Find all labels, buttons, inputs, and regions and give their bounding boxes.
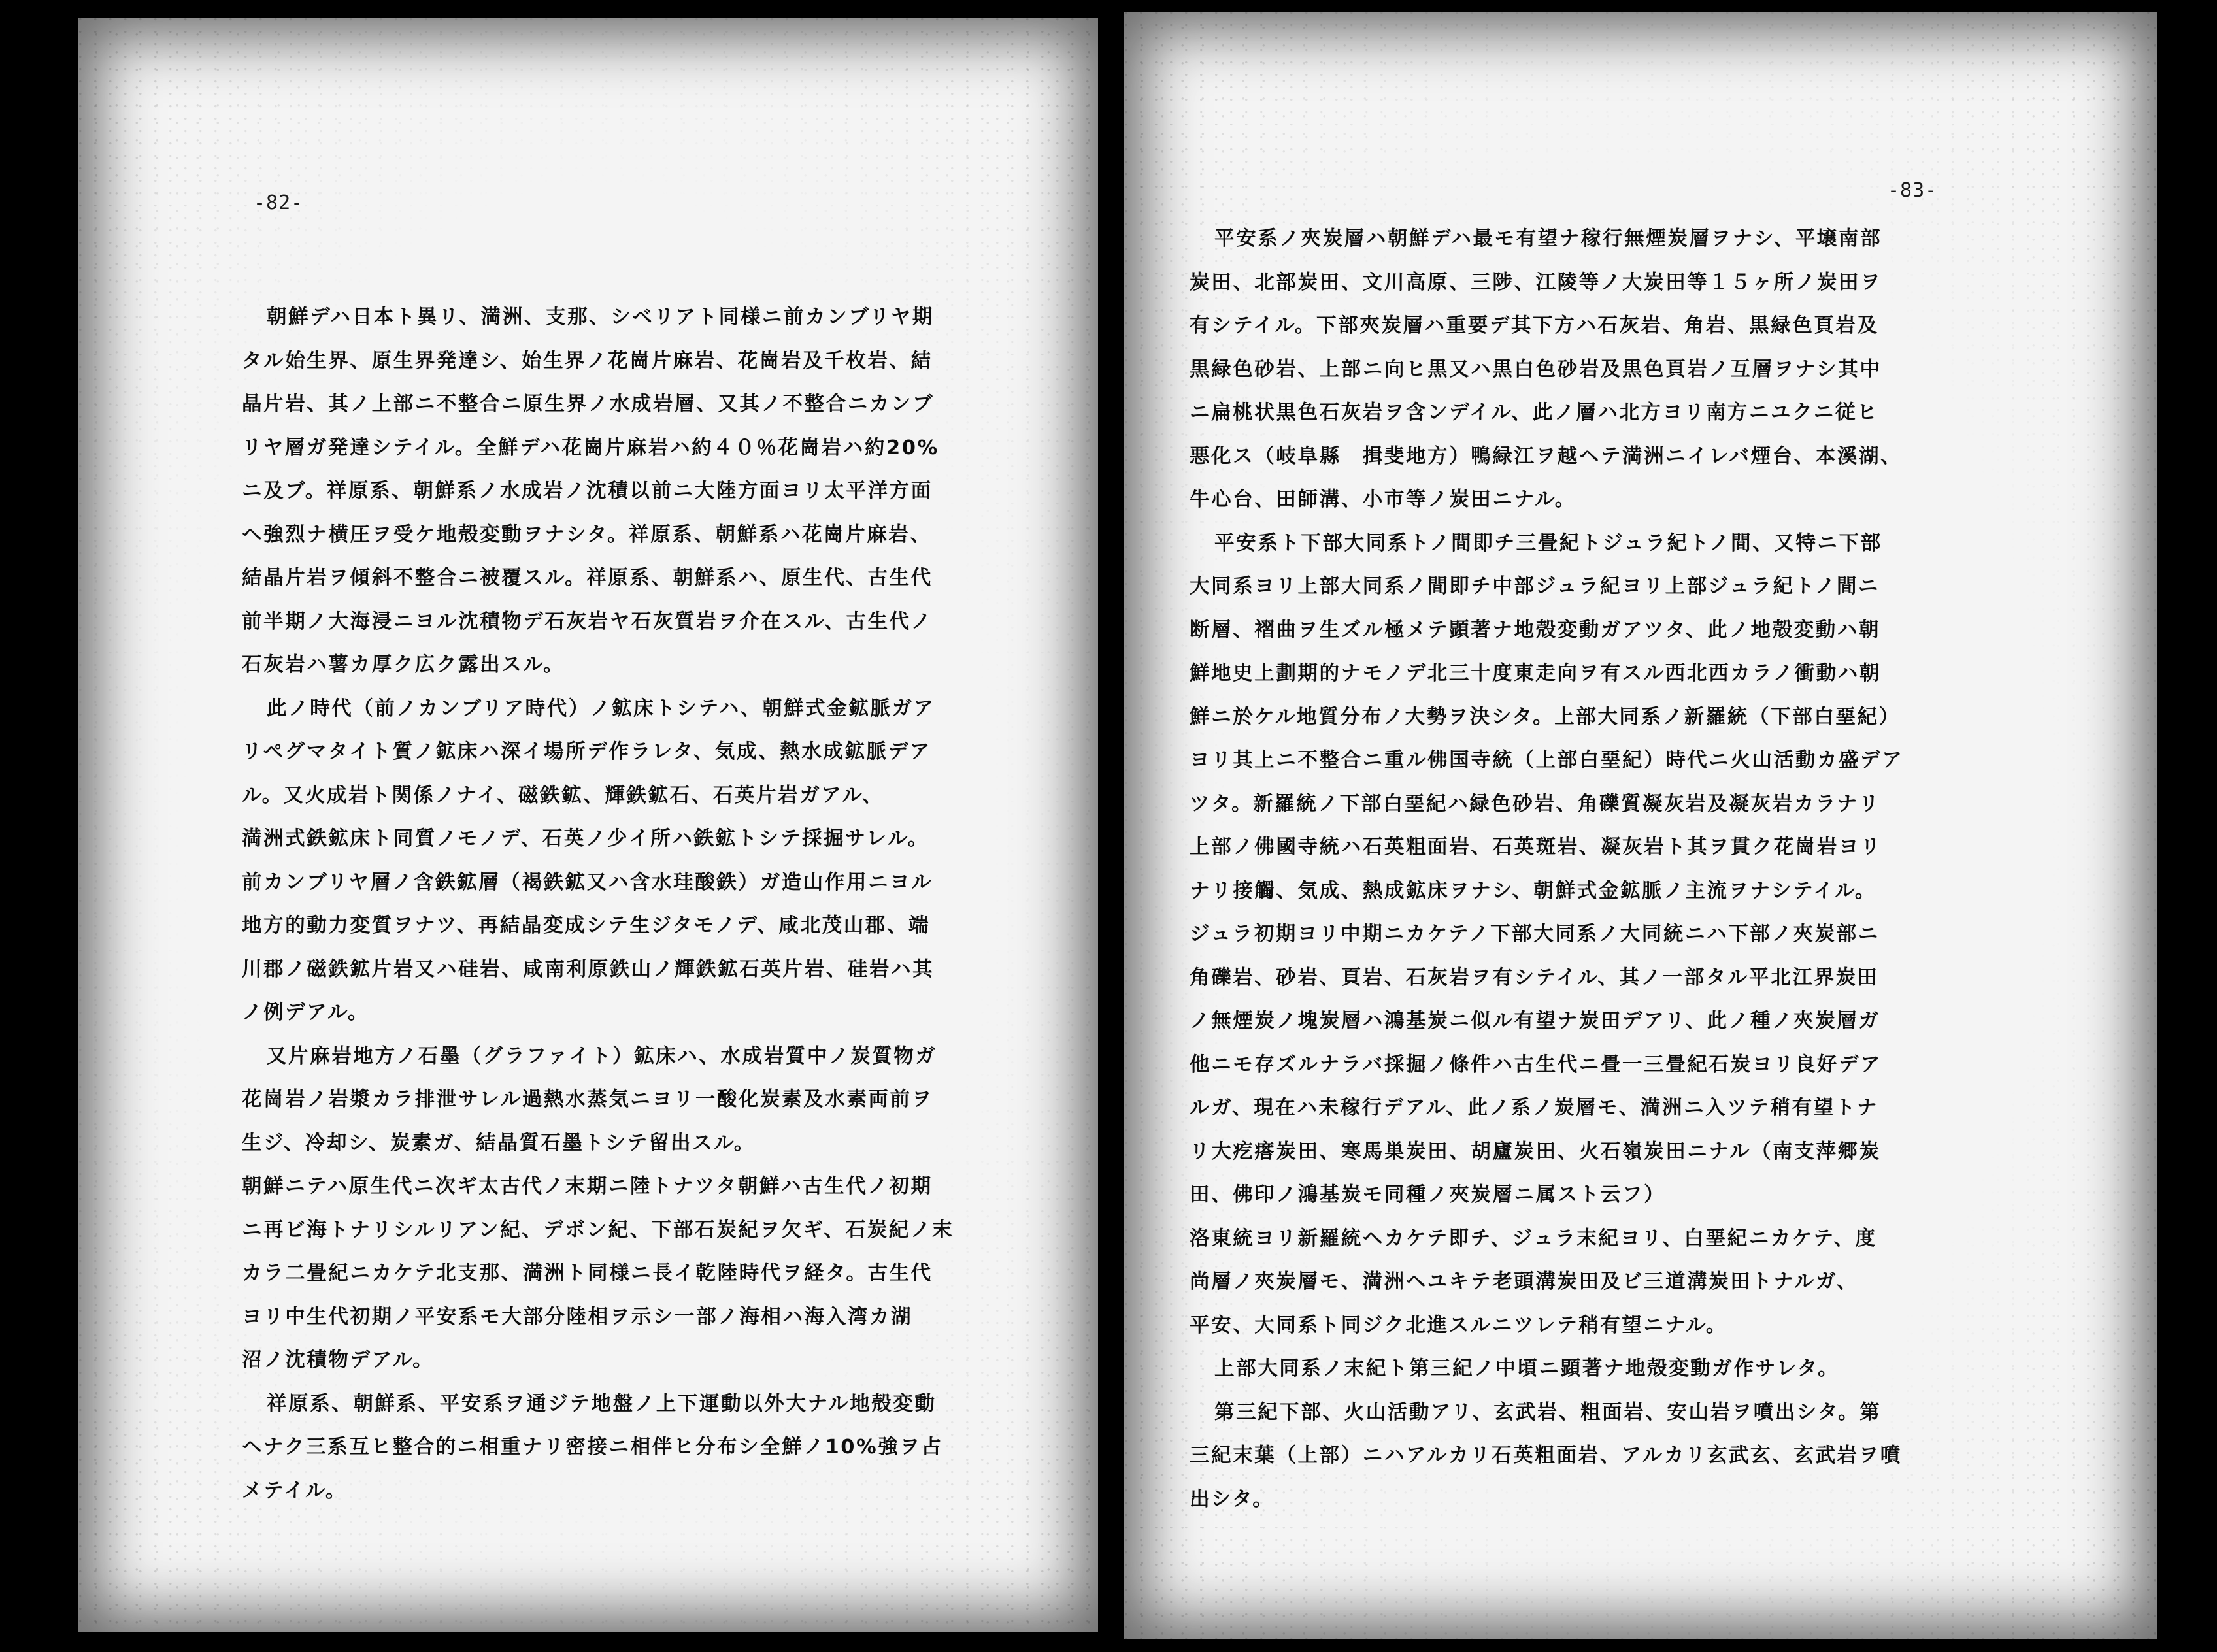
text-line: 地方的動力変質ヲナツ、再結晶変成シテ生ジタモノデ、咸北茂山郡、端 <box>242 914 931 937</box>
text-line: ジュラ初期ヨリ中期ニカケテノ下部大同系ノ大同統ニハ下部ノ夾炭部ニ <box>1190 923 1880 946</box>
text-line: 洛東統ヨリ新羅統ヘカケテ即チ、ジュラ末紀ヨリ、白堊紀ニカケテ、度 <box>1190 1227 1877 1250</box>
text-line: 有シテイル。下部夾炭層ハ重要デ其下方ハ石灰岩、角岩、黒緑色頁岩及 <box>1190 314 1879 337</box>
text-line: ノ無煙炭ノ塊炭層ハ鴻基炭ニ似ル有望ナ炭田デアリ、此ノ種ノ夾炭層ガ <box>1190 1010 1880 1032</box>
text-line: 満洲式鉄鉱床ト同質ノモノデ、石英ノ少イ所ハ鉄鉱トシテ採掘サレル。 <box>242 827 929 850</box>
text-line: ヘナク三系互ヒ整合的ニ相重ナリ密接ニ相伴ヒ分布シ全鮮ノ10%強ヲ占 <box>242 1436 943 1459</box>
text-line: 他ニモ存ズルナラバ採掘ノ條件ハ古生代ニ畳一三畳紀石炭ヨリ良好デア <box>1190 1053 1882 1076</box>
text-line: 角礫岩、砂岩、頁岩、石灰岩ヲ有シテイル、其ノ一部タル平北江界炭田 <box>1190 966 1879 989</box>
text-line: 平安系ト下部大同系トノ間即チ三畳紀トジュラ紀トノ間、又特ニ下部 <box>1214 531 1882 555</box>
text-line: タル始生界、原生界発達シ、始生界ノ花崗片麻岩、花崗岩及千枚岩、結 <box>242 349 933 372</box>
text-line: 尚層ノ夾炭層モ、満洲ヘユキテ老頭溝炭田及ビ三道溝炭田トナルガ、 <box>1190 1270 1859 1293</box>
page-number: -82- <box>254 191 304 214</box>
text-line: ニ扁桃状黒色石灰岩ヲ含ンデイル、此ノ層ハ北方ヨリ南方ニユクニ従ヒ <box>1190 401 1879 424</box>
text-line: 断層、褶曲ヲ生ズル極メテ顕著ナ地殻変動ガアツタ、此ノ地殻変動ハ朝 <box>1190 618 1881 642</box>
text-line: ヨリ中生代初期ノ平安系モ大部分陸相ヲ示シ一部ノ海相ハ海入湾カ湖 <box>242 1305 913 1329</box>
text-line: リ大疙瘩炭田、寒馬巣炭田、胡廬炭田、火石嶺炭田ニナル（南支萍郷炭 <box>1190 1140 1881 1163</box>
page-number: -83- <box>1888 179 1938 202</box>
text-line: 結晶片岩ヲ傾斜不整合ニ被覆スル。祥原系、朝鮮系ハ、原生代、古生代 <box>242 567 933 589</box>
text-line: 鮮ニ於ケル地質分布ノ大勢ヲ決シタ。上部大同系ノ新羅統（下部白堊紀） <box>1190 705 1901 729</box>
text-line: ノ例デアル。 <box>242 1001 369 1024</box>
text-line: 晶片岩、其ノ上部ニ不整合ニ原生界ノ水成岩層、又其ノ不整合ニカンブ <box>242 393 935 416</box>
text-line: 沼ノ沈積物デアル。 <box>242 1349 435 1372</box>
text-line: ルガ、現在ハ未稼行デアル、此ノ系ノ炭層モ、満洲ニ入ツテ稍有望トナ <box>1190 1097 1879 1119</box>
text-line: 生ジ、冷却シ、炭素ガ、結晶質石墨トシテ留出スル。 <box>242 1131 756 1155</box>
text-line: ツタ。新羅統ノ下部白堊紀ハ緑色砂岩、角礫質凝灰岩及凝灰岩カラナリ <box>1190 792 1881 816</box>
text-line: 平安、大同系ト同ジク北進スルニツレテ稍有望ニナル。 <box>1190 1313 1727 1337</box>
text-line: 前半期ノ大海浸ニヨル沈積物デ石灰岩ヤ石灰質岩ヲ介在スル、古生代ノ <box>242 610 933 633</box>
text-line: 田、佛印ノ鴻基炭モ同種ノ夾炭層ニ属スト云フ） <box>1190 1183 1666 1206</box>
page-body-text <box>242 296 1098 1513</box>
text-line: 大同系ヨリ上部大同系ノ間即チ中部ジュラ紀ヨリ上部ジュラ紀トノ間ニ <box>1190 575 1880 598</box>
text-line: 悪化ス（岐阜縣 揖斐地方）鴨緑江ヲ越ヘテ満洲ニイレバ煙台、本溪湖、 <box>1190 444 1903 468</box>
left-page <box>78 18 1098 1632</box>
text-line: 川郡ノ磁鉄鉱片岩又ハ硅岩、咸南利原鉄山ノ輝鉄鉱石英片岩、硅岩ハ其 <box>242 957 935 981</box>
text-line: リペグマタイト質ノ鉱床ハ深イ場所デ作ラレタ、気成、熱水成鉱脈デア <box>242 740 931 763</box>
text-line: ニ及ブ。祥原系、朝鮮系ノ水成岩ノ沈積以前ニ大陸方面ヨリ太平洋方面 <box>242 480 933 503</box>
text-line: カラ二畳紀ニカケテ北支那、満洲ト同様ニ長イ乾陸時代ヲ経タ。古生代 <box>242 1262 933 1285</box>
text-line: 出シタ。 <box>1190 1487 1275 1511</box>
text-line: ヨリ其上ニ不整合ニ重ル佛国寺統（上部白堊紀）時代ニ火山活動カ盛デア <box>1190 749 1904 772</box>
text-line: 第三紀下部、火山活動アリ、玄武岩、粗面岩、安山岩ヲ噴出シタ。第 <box>1214 1400 1882 1424</box>
text-line: ヘ強烈ナ横圧ヲ受ケ地殻変動ヲナシタ。祥原系、朝鮮系ハ花崗片麻岩、 <box>242 523 932 546</box>
text-line: ニ再ビ海トナリシルリアン紀、デボン紀、下部石炭紀ヲ欠ギ、石炭紀ノ末 <box>242 1218 954 1242</box>
text-line: 黒緑色砂岩、上部ニ向ヒ黒又ハ黒白色砂岩及黒色頁岩ノ互層ヲナシ其中 <box>1190 357 1882 381</box>
text-line: 平安系ノ夾炭層ハ朝鮮デハ最モ有望ナ稼行無煙炭層ヲナシ、平壌南部 <box>1214 227 1882 250</box>
right-page <box>1124 12 2157 1639</box>
text-line: メテイル。 <box>242 1479 347 1502</box>
text-line: 上部ノ佛國寺統ハ石英粗面岩、石英斑岩、凝灰岩ト其ヲ貫ク花崗岩ヨリ <box>1190 836 1882 859</box>
text-line: リヤ層ガ発達シテイル。全鮮デハ花崗片麻岩ハ約４０％花崗岩ハ約20% <box>242 436 939 459</box>
text-line: 祥原系、朝鮮系、平安系ヲ通ジテ地盤ノ上下運動以外大ナル地殻変動 <box>267 1392 937 1415</box>
text-line: 朝鮮デハ日本ト異リ、満洲、支那、シベリアト同様ニ前カンブリヤ期 <box>267 306 934 329</box>
text-line: 又片麻岩地方ノ石墨（グラファイト）鉱床ハ、水成岩質中ノ炭質物ガ <box>267 1044 937 1068</box>
text-line: 前カンブリヤ層ノ含鉄鉱層（褐鉄鉱又ハ含水珪酸鉄）ガ造山作用ニヨル <box>242 870 933 894</box>
text-line: 上部大同系ノ末紀ト第三紀ノ中頃ニ顕著ナ地殻変動ガ作サレタ。 <box>1214 1357 1840 1380</box>
text-line: 鮮地史上劃期的ナモノデ北三十度東走向ヲ有スル西北西カラノ衝動ハ朝 <box>1190 662 1881 685</box>
text-line: 石灰岩ハ薯カ厚ク広ク露出スル。 <box>242 653 565 676</box>
text-line: ナリ接觸、気成、熱成鉱床ヲナシ、朝鮮式金鉱脈ノ主流ヲナシテイル。 <box>1190 879 1876 902</box>
text-line: 炭田、北部炭田、文川高原、三陟、江陵等ノ大炭田等１５ヶ所ノ炭田ヲ <box>1190 271 1882 294</box>
text-line: ル。又火成岩ト関係ノナイ、磁鉄鉱、輝鉄鉱石、石英片岩ガアル、 <box>242 784 884 807</box>
text-line: 此ノ時代（前ノカンブリア時代）ノ鉱床トシテハ、朝鮮式金鉱脈ガア <box>267 697 935 720</box>
text-line: 朝鮮ニテハ原生代ニ次ギ太古代ノ末期ニ陸トナツタ朝鮮ハ古生代ノ初期 <box>242 1175 933 1198</box>
text-line: 花崗岩ノ岩漿カラ排泄サレル過熱水蒸気ニヨリ一酸化炭素及水素両前ヲ <box>242 1088 933 1111</box>
text-line: 牛心台、田師溝、小市等ノ炭田ニナル。 <box>1190 488 1576 511</box>
text-line: 三紀末葉（上部）ニハアルカリ石英粗面岩、アルカリ玄武玄、玄武岩ヲ噴 <box>1190 1444 1902 1467</box>
page-body-text <box>1190 218 2118 1521</box>
